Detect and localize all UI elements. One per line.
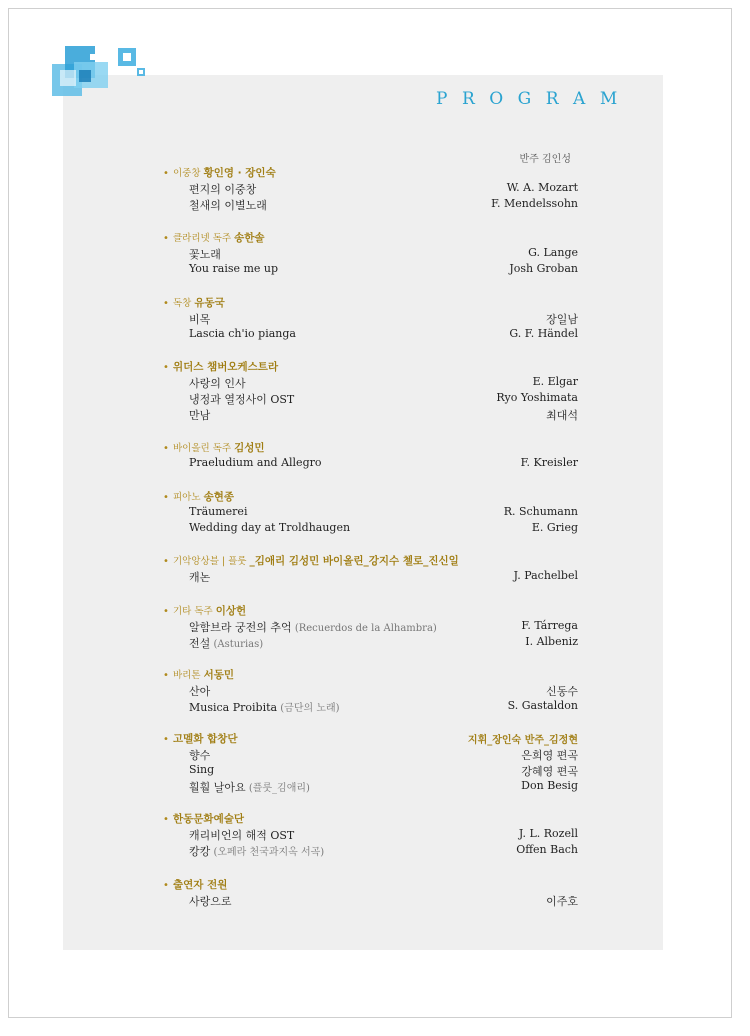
program-section <box>163 603 578 651</box>
piece-note: (플룻_김애리) <box>245 783 310 794</box>
program-item <box>163 843 578 859</box>
bullet-icon: • <box>163 443 169 454</box>
section-heading <box>163 295 578 311</box>
bullet-icon: • <box>163 734 169 745</box>
piece-title: 전설 (Asturias) <box>189 637 264 650</box>
section-category: 독창 <box>173 298 195 309</box>
bullet-icon: • <box>163 168 169 179</box>
section-performers: 황인영 · 장인숙 <box>203 167 276 179</box>
section-category: 기악앙상블 | 플룻 <box>173 556 250 567</box>
program-section <box>163 165 578 213</box>
program-item <box>163 699 578 715</box>
program-item <box>163 521 578 537</box>
composer-name: 강혜영 편곡 <box>521 765 578 778</box>
section-heading <box>163 731 578 747</box>
section-heading <box>163 877 578 893</box>
section-category: 기타 독주 <box>173 606 216 617</box>
piece-title: 산아 <box>189 685 211 698</box>
section-heading <box>163 667 578 683</box>
section-heading <box>163 359 578 375</box>
piece-title: 냉정과 열정사이 OST <box>189 393 295 406</box>
section-heading <box>163 811 578 827</box>
program-section <box>163 877 578 909</box>
section-category: 이중창 <box>173 168 204 179</box>
composer-name: G. Lange <box>528 246 578 259</box>
section-performers: 고멜화 합창단 <box>173 733 238 745</box>
bullet-icon: • <box>163 880 169 891</box>
program-item <box>163 893 578 909</box>
page-title: PROGRAM <box>436 89 632 109</box>
bullet-icon: • <box>163 492 169 503</box>
piece-title: 만남 <box>189 409 211 422</box>
section-category: 클라리넷 독주 <box>173 233 235 244</box>
program-section <box>163 489 578 537</box>
piece-note: (Recuerdos de la Alhambra) <box>291 623 437 634</box>
piece-title: 철새의 이별노래 <box>189 199 267 212</box>
bullet-icon: • <box>163 606 169 617</box>
bullet-icon: • <box>163 298 169 309</box>
section-performers: 출연자 전원 <box>173 879 228 891</box>
bullet-icon: • <box>163 670 169 681</box>
section-performers: 이상헌 <box>215 605 247 617</box>
composer-name: J. Pachelbel <box>513 569 578 582</box>
bullet-icon: • <box>163 233 169 244</box>
piece-title: Praeludium and Allegro <box>189 456 322 469</box>
piece-title: 꽃노래 <box>189 248 221 261</box>
section-performers: _김애리 김성민 바이올린_강지수 첼로_진신일 <box>249 555 459 567</box>
program-item <box>163 569 578 585</box>
program-item <box>163 391 578 407</box>
section-heading <box>163 230 578 246</box>
composer-name: 이주호 <box>546 895 578 908</box>
composer-name: Don Besig <box>521 779 578 792</box>
composer-name: 은희영 편곡 <box>521 749 578 762</box>
composer-name: F. Kreisler <box>520 456 578 469</box>
section-category: 피아노 <box>173 492 204 503</box>
composer-name: I. Albeniz <box>525 635 578 648</box>
program-section <box>163 359 578 423</box>
composer-name: W. A. Mozart <box>506 181 578 194</box>
program-item <box>163 779 578 795</box>
accompanist-label: 반주 김인성 <box>519 154 571 165</box>
piece-title: 캐논 <box>189 571 211 584</box>
program-item <box>163 197 578 213</box>
composer-name: Offen Bach <box>516 843 578 856</box>
program-item <box>163 311 578 327</box>
program-item <box>163 827 578 843</box>
composer-name: 신동수 <box>546 685 578 698</box>
section-category: 바리톤 <box>173 670 204 681</box>
section-heading <box>163 165 578 181</box>
program-item <box>163 763 578 779</box>
section-heading <box>163 440 578 456</box>
section-heading <box>163 489 578 505</box>
program-item <box>163 505 578 521</box>
program-section <box>163 811 578 859</box>
composer-name: G. F. Händel <box>509 327 578 340</box>
program-item <box>163 619 578 635</box>
composer-name: 최대석 <box>546 409 578 422</box>
piece-title: 비목 <box>189 313 211 326</box>
program-item <box>163 262 578 278</box>
squares-logo-icon <box>48 40 158 110</box>
program-item <box>163 181 578 197</box>
piece-title: Träumerei <box>189 505 248 518</box>
piece-title: 캉캉 (오페라 천국과지옥 서곡) <box>189 845 325 858</box>
section-performers: 유동국 <box>194 297 225 309</box>
composer-name: J. L. Rozell <box>518 827 578 840</box>
program-item <box>163 456 578 472</box>
piece-title: 향수 <box>189 749 211 762</box>
program-item <box>163 327 578 343</box>
section-heading <box>163 603 578 619</box>
piece-title: 캐리비언의 해적 OST <box>189 829 295 842</box>
program-item <box>163 407 578 423</box>
composer-name: E. Elgar <box>532 375 578 388</box>
bullet-icon: • <box>163 556 169 567</box>
bullet-icon: • <box>163 362 169 373</box>
program-section <box>163 553 578 585</box>
composer-name: F. Tárrega <box>521 619 578 632</box>
piece-note: (금단의 노래) <box>277 703 340 714</box>
program-item <box>163 635 578 651</box>
program-section <box>163 667 578 715</box>
piece-title: You raise me up <box>189 262 279 275</box>
program-item <box>163 747 578 763</box>
piece-title: Wedding day at Troldhaugen <box>189 521 351 534</box>
composer-name: 장일남 <box>546 313 578 326</box>
section-category: 바이올린 독주 <box>173 443 235 454</box>
section-performers: 한동문화예술단 <box>173 813 245 825</box>
piece-title: 훨훨 날아요 (플룻_김애리) <box>189 781 310 794</box>
section-performers: 송현종 <box>203 491 234 503</box>
section-performers: 김성민 <box>234 442 265 454</box>
composer-name: S. Gastaldon <box>507 699 578 712</box>
section-performers: 송한솔 <box>234 232 265 244</box>
piece-title: Sing <box>189 763 215 776</box>
program-section <box>163 440 578 472</box>
piece-title: 알함브라 궁전의 추억 (Recuerdos de la Alhambra) <box>189 621 437 634</box>
section-credits: 지휘_장인숙 반주_김정현 <box>467 735 578 746</box>
composer-name: Josh Groban <box>509 262 578 275</box>
program-section <box>163 230 578 278</box>
program-section <box>163 295 578 343</box>
piece-title: 사랑으로 <box>189 895 232 908</box>
piece-title: Musica Proibita (금단의 노래) <box>189 701 340 714</box>
composer-name: F. Mendelssohn <box>491 197 578 210</box>
piece-title: 사랑의 인사 <box>189 377 246 390</box>
piece-title: Lascia ch'io pianga <box>189 327 296 340</box>
program-section <box>163 731 578 795</box>
piece-title: 편지의 이중창 <box>189 183 257 196</box>
program-item <box>163 246 578 262</box>
piece-note: (Asturias) <box>210 639 264 650</box>
composer-name: E. Grieg <box>531 521 578 534</box>
section-performers: 서동민 <box>203 669 234 681</box>
program-item <box>163 683 578 699</box>
section-performers: 위더스 챔버오케스트라 <box>173 361 279 373</box>
piece-note: (오페라 천국과지옥 서곡) <box>210 847 325 858</box>
composer-name: R. Schumann <box>503 505 578 518</box>
program-item <box>163 375 578 391</box>
bullet-icon: • <box>163 814 169 825</box>
section-heading <box>163 553 578 569</box>
composer-name: Ryo Yoshimata <box>496 391 578 404</box>
